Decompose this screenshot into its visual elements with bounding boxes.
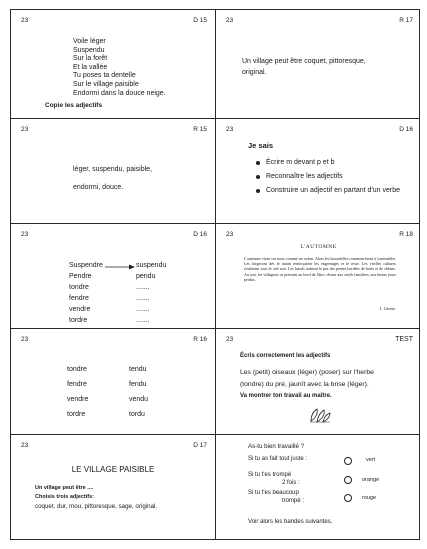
card-number: 23 (21, 126, 29, 133)
question: As-tu bien travaillé ? (248, 443, 305, 450)
answer-line: Un village peut être coquet, pittoresque, (242, 58, 366, 65)
poem-line: Et la vallée (73, 63, 108, 71)
instruction: Copie les adjectifs (45, 102, 103, 109)
list-item: Écrire m devant p et b (256, 159, 406, 166)
card-r18 (216, 224, 421, 328)
footer-line: Voir alors les bandes suivantes. (248, 519, 333, 525)
word-choices: coquet, dur, mou, pittoresque, sage, original. (35, 503, 158, 510)
poem-line: Voile léger (73, 38, 106, 45)
card-d15 (11, 10, 215, 118)
participle: pendu (136, 273, 156, 280)
participle: vendu (129, 396, 149, 403)
result-circle (344, 494, 352, 502)
rule-line: Si tu as fait tout juste : (248, 456, 308, 462)
rule-line: trompé : (282, 498, 305, 504)
prompt-line: Choisis trois adjectifs: (35, 494, 94, 500)
card-number: 23 (226, 336, 234, 343)
verb: Suspendre (69, 262, 103, 269)
list-item: Reconnaître les adjectifs (256, 173, 406, 180)
answer-line: endormi, douce. (73, 184, 124, 191)
author: J. Giono (379, 306, 395, 311)
exercise-line: Les (petit) oiseaux (léger) (poser) sur l'herbe (240, 369, 374, 376)
card-number: 23 (21, 231, 29, 238)
result-circle (344, 476, 352, 484)
card-self-evaluation (216, 435, 421, 541)
blank: ....... (136, 306, 150, 313)
color-label: rouge (362, 495, 377, 501)
poem (73, 38, 166, 98)
verb: Pendre (69, 273, 92, 280)
card-d17 (11, 435, 215, 541)
card-r17 (216, 10, 421, 118)
participle: tendu (129, 366, 147, 373)
card-number: 23 (21, 442, 29, 449)
color-label: vert (366, 457, 376, 463)
card-code: R 17 (399, 17, 413, 24)
card-code: R 15 (193, 126, 207, 133)
card-code: D 17 (193, 442, 207, 449)
poem-line: Tu poses ta dentelle (73, 72, 136, 80)
skills-list (256, 159, 406, 202)
card-d16-verbs (11, 224, 215, 328)
list-item: Construire un adjectif en partant d'un verbe (256, 187, 406, 195)
card-title: LE VILLAGE PAISIBLE (71, 465, 155, 474)
participle: suspendu (136, 262, 167, 269)
answer-line: léger, suspendu, paisible, (73, 166, 152, 173)
card-r15 (11, 119, 215, 223)
card-r16 (11, 329, 215, 434)
rule-line: Si tu t'es trompé (248, 472, 292, 478)
card-code: TEST (395, 336, 413, 343)
verb: tondre (67, 366, 87, 373)
poem-line: Endormi dans la douce neige. (73, 89, 166, 97)
card-title: Je sais (248, 141, 274, 150)
card-number: 23 (226, 231, 234, 238)
verb: vendre (67, 396, 89, 403)
verb: fendre (69, 295, 89, 302)
card-code: R 16 (193, 336, 207, 343)
verb: tordre (69, 317, 88, 324)
color-label: orange (362, 477, 380, 483)
card-code: R 18 (399, 231, 413, 238)
verb: tondre (69, 284, 89, 291)
verb: fendre (67, 381, 87, 388)
participle: tordu (129, 411, 145, 418)
verb: tordre (67, 411, 86, 418)
poem-line: Sur le village paisible (73, 80, 139, 88)
card-number: 23 (21, 17, 29, 24)
poem-line: Sur la forêt (73, 55, 108, 63)
card-number: 23 (226, 17, 234, 24)
rule-line: Si tu t'es beaucoup (248, 490, 299, 496)
card-code: D 16 (193, 231, 207, 238)
result-circle (344, 457, 352, 465)
blank: ....... (136, 317, 150, 324)
card-d16-je-sais (216, 119, 421, 223)
text-title: L'AUTOMNE (300, 244, 337, 250)
instruction: Écris correctement les adjectifs (240, 353, 331, 359)
bullet-icon (256, 161, 260, 165)
bullet-icon (256, 189, 260, 193)
prompt-line: Un village peut être .... (35, 485, 94, 491)
participle: fendu (129, 381, 147, 388)
poem-line: Suspendu (73, 46, 105, 54)
arrow-right-icon (105, 264, 135, 270)
blank: ....... (136, 295, 150, 302)
reading-text: L'automne vient sur nous comme un océan. Alors les hirondelles commencèrent à s'assembler. Les forgerons dès le matin renforçaient les engrenages et le reste. Les vieilles cultures s'enfuient sous le ciel noir. Les bœufs traînent le pas des pentes bordées de haies et de chênes. Au soir, les villageois se pressent au bord de l'âtre, rêvant aux outils familiers, aux beaux jours perdus. (244, 256, 396, 282)
card-code: D 15 (193, 17, 207, 24)
verb: vendre (69, 306, 91, 313)
rule-line: 2 fois : (282, 480, 300, 486)
exercise-line: (tondre) du pré, jaunît avec la brise (léger). (240, 381, 369, 388)
card-number: 23 (226, 126, 234, 133)
bullet-icon (256, 175, 260, 179)
leaf-ornament-icon (308, 407, 332, 423)
card-test (216, 329, 421, 434)
card-code: D 16 (399, 126, 413, 133)
answer-line: original. (242, 69, 267, 76)
card-number: 23 (21, 336, 29, 343)
worksheet (10, 9, 420, 540)
blank: ....... (136, 284, 150, 291)
instruction: Va montrer ton travail au maître. (240, 393, 332, 399)
